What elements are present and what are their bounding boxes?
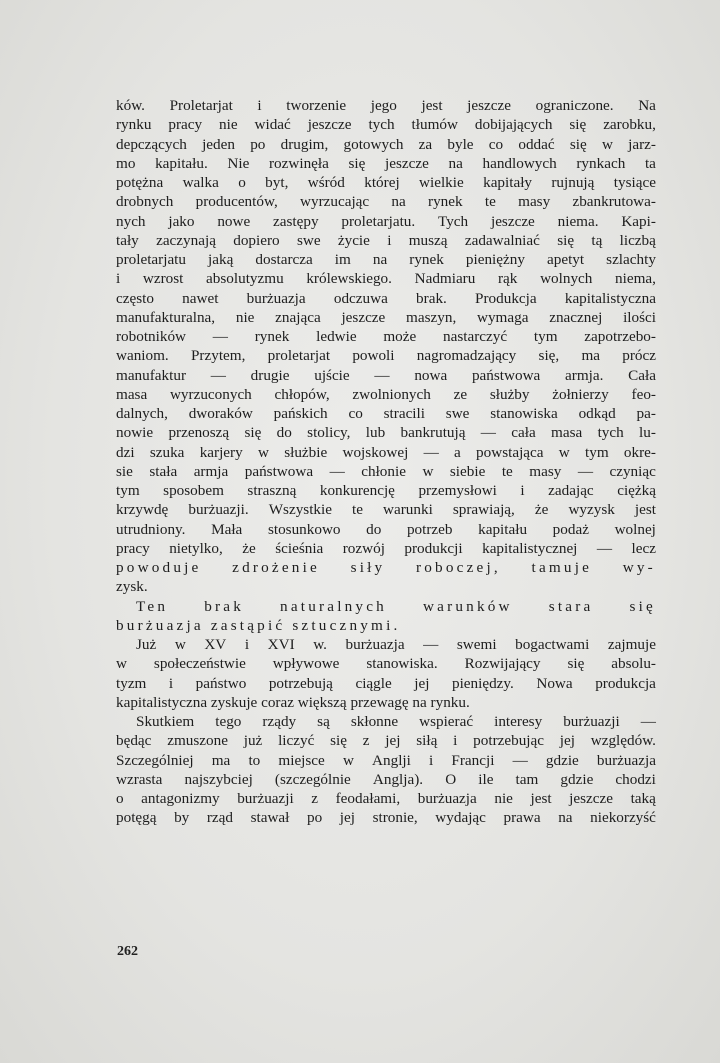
text-line: i wzrost absolutyzmu królewskiego. Nadmiaru rąk wolnych niema, [116,270,656,288]
text-line: często nawet burżuazja odczuwa brak. Produkcja kapitalistyczna [116,289,656,307]
text-line: zysk. [116,578,148,596]
text-line-spaced: burżuazja zastąpić sztucznymi. [116,616,401,634]
text-line: Szczególniej ma to miejsce w Anglji i Francji — gdzie burżuazja [116,751,656,769]
text-line-spaced: Ten brak naturalnych warunków stara się [136,597,656,615]
text-line: krzywdę burżuazji. Wszystkie te warunki sprawiają, że wyzysk jest [116,501,656,519]
text-line: dalnych, dworaków pańskich co stracili swe stanowiska odkąd pa- [116,405,656,422]
text-line: nych jako nowe zastępy proletarjatu. Tych jeszcze niema. Kapi- [116,212,656,230]
text-line: masa wyrzuconych chłopów, zwolnionych ze służby żołnierzy feo- [116,385,656,403]
text-line-spaced: powoduje zdrożenie siły roboczej, tamuje wy- [116,559,656,576]
text-line: pracy nietylko, że ścieśnia rozwój produkcji kapitalistycznej — lecz [116,539,656,557]
text-line: kapitalistyczna zyskuje coraz większą przewagę na rynku. [116,693,470,711]
text-line: tały zaczynają dopiero swe życie i muszą zadawalniać się tą liczbą [116,231,656,249]
text-line: robotników — rynek ledwie może nastarczyć tym zapotrzebo- [116,328,656,345]
text-line: dzi szuka karjery w służbie wojskowej — a powstająca w tym okre- [116,443,656,461]
page-number: 262 [117,944,138,959]
text-line: Już w XV i XVI w. burżuazja — swemi bogactwami zajmuje [136,636,656,653]
text-line: mo kapitału. Nie rozwinęła się jeszcze na handlowych rynkach ta [116,154,656,172]
text-line: waniom. Przytem, proletarjat powoli nagromadzający się, ma prócz [116,347,656,365]
text-line: manufakturalna, nie znająca jeszcze maszyn, wymaga znacznej ilości [116,308,656,326]
text-line: o antagonizmy burżuazji z feodałami, burżuazja nie jest jeszcze taką [116,790,656,807]
text-line: potężna walka o byt, wśród której wielkie kapitały rujnują tysiące [116,174,656,191]
body-text [116,96,656,828]
text-line: tym sposobem straszną konkurencję przemysłowi i zadając ciężką [116,482,656,499]
text-line: potęgą by rząd stawał po jej stronie, wydając prawa na niekorzyść [116,809,656,827]
text-line: w społeczeństwie wpływowe stanowiska. Rozwijający się absolu- [116,655,656,673]
text-line: proletarjatu jaką dostarcza im na rynek pieniężny apetyt szlachty [116,251,656,268]
text-line: depczących jeden po drugim, gotowych za byle co oddać się w jarz- [116,135,656,153]
text-line: rynku pracy nie widać jeszcze tych tłumów dobijających się zarobku, [116,116,656,134]
text-line: wzrasta najszybciej (szczególnie Anglja). O ile tam gdzie chodzi [116,770,656,788]
text-line: nowie przenoszą się do stolicy, lub bankrutują — cała masa tych lu- [116,424,656,442]
text-line: drobnych producentów, wyrzucając na rynek te masy zbankrutowa- [116,193,656,211]
text-line: utrudniony. Mała stosunkowo do potrzeb kapitału podaż wolnej [116,520,656,538]
text-line: tyzm i państwo potrzebują ciągle jej pieniędzy. Nowa produkcja [116,674,656,692]
text-line: ków. Proletarjat i tworzenie jego jest jeszcze ograniczone. Na [116,97,656,114]
text-line: Skutkiem tego rządy są skłonne wspierać interesy burżuazji — [136,713,656,730]
text-line: sie stała armja państwowa — chłonie w siebie te masy — czyniąc [116,462,656,480]
text-line: manufaktur — drugie ujście — nowa państwowa armja. Cała [116,366,656,384]
text-line: będąc zmuszone już liczyć się z jej siłą i potrzebując jej względów. [116,732,656,750]
